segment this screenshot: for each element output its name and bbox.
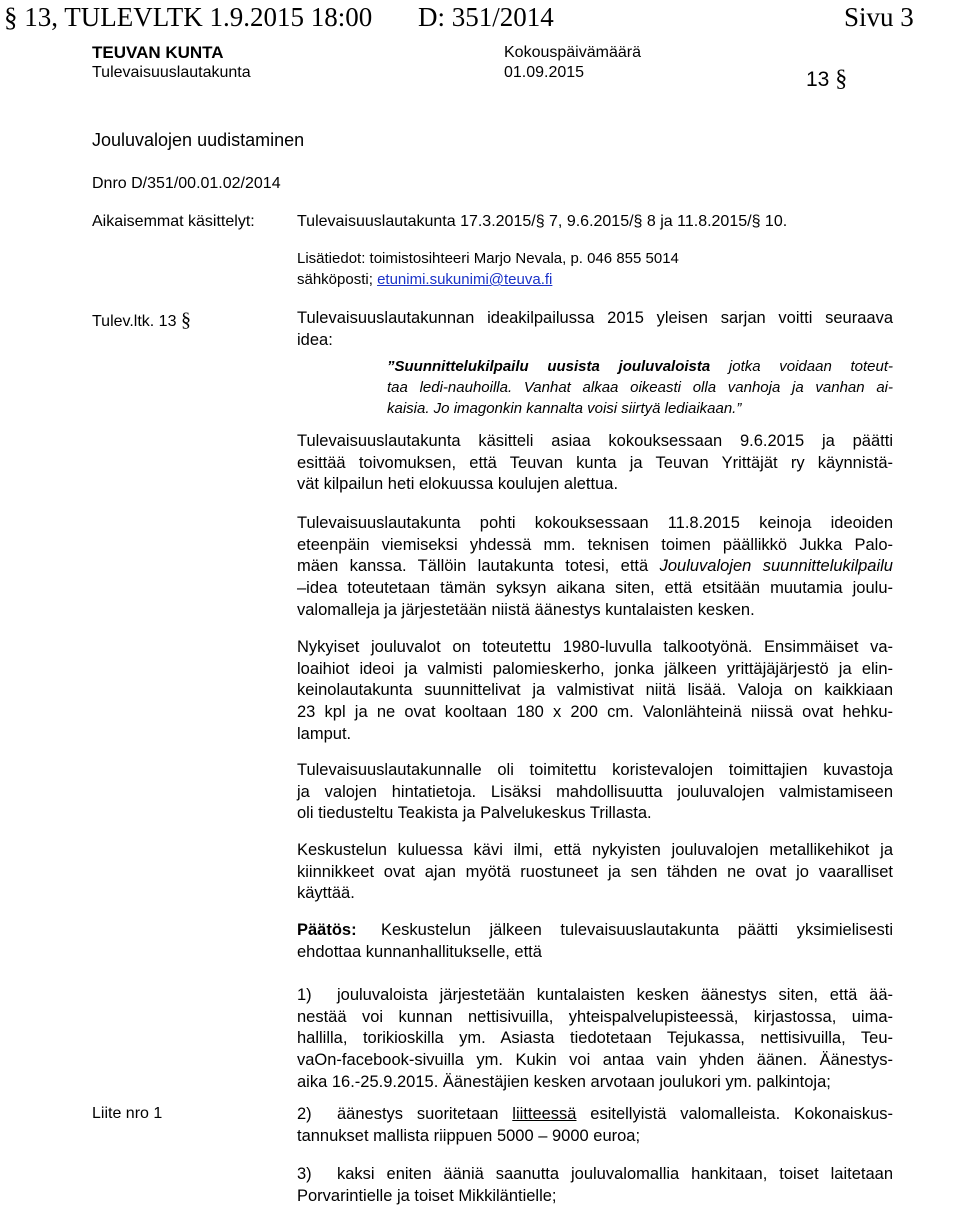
subject-title: Jouluvalojen uudistaminen [92, 130, 305, 150]
minutes-reference [92, 309, 191, 332]
text-line: loaihiot ideoi ja valmisti palomieskerho, jonka jälkeen yrittäjäjärjestö ja elin- [297, 659, 893, 678]
paragraph-2 [297, 513, 893, 622]
text-line [297, 1104, 893, 1126]
text-line: ja valojen hintatietoja. Lisäksi mahdollisuutta jouluvalojen valmistamiseen [297, 782, 893, 801]
text-segment: mäen kanssa. Tällöin lautakunta totesi, että [297, 557, 660, 576]
text-line: eteenpäin viemiseksi yhdessä mm. teknisen toimen päällikkö Jukka Palo- [297, 535, 893, 554]
winning-idea-quote [387, 356, 893, 419]
text-line [297, 1164, 893, 1186]
text-line: taa ledi-nauhoilla. Vanhat alkaa oikeasti olla vanhoja ja vanhan ai- [387, 379, 893, 396]
document-header-title [4, 2, 372, 33]
text-segment: jouluvaloista järjestetään kuntalaisten kesken äänestys siten, että ää- [337, 986, 893, 1004]
paragraph-1 [297, 431, 893, 496]
text-line: valomalleja ja järjestetään niistä äänestys kuntalaisten kesken. [297, 600, 755, 619]
decision-label: Päätös: [297, 921, 357, 939]
reference-label: Tulev.ltk. 13 [92, 313, 177, 330]
quote-open: ” [387, 358, 395, 375]
text-line [297, 920, 893, 942]
intro-paragraph [297, 308, 893, 351]
paragraph-3 [297, 637, 893, 746]
previous-handling-label: Aikaisemmat käsittelyt: [92, 213, 255, 230]
text-line: aika 16.-25.9.2015. Äänestäjien kesken arvotaan joulukori ym. palkintoja; [297, 1072, 831, 1091]
text-segment: äänestys suoritetaan [337, 1105, 513, 1123]
text-line [297, 556, 893, 578]
contact-email-line [297, 271, 552, 288]
text-line: Tulevaisuuslautakunnalle oli toimitettu koristevalojen toimittajien kuvastoja [297, 761, 893, 779]
italic-term: Jouluvalojen suunnittelukilpailu [659, 557, 893, 576]
organization-name: TEUVAN KUNTA [92, 43, 224, 62]
text-line: Keskustelun kuluessa kävi ilmi, että nykyisten jouluvalojen metallikehikot ja [297, 841, 893, 859]
decision-item-2 [297, 1104, 893, 1147]
text-line: nestää voi kunnan nettisivuilla, yhteispalvelupisteessä, kirjastossa, uima- [297, 1007, 893, 1026]
text-line: lamput. [297, 724, 352, 743]
paragraph-4 [297, 760, 893, 825]
text-line: tannukset mallista riippuen 5000 – 9000 euroa; [297, 1126, 641, 1145]
text-line: kaisia. Jo imagonkin kannalta voisi siirtyä lediaikaan.” [387, 400, 742, 417]
text-line: ehdottaa kunnanhallitukselle, että [297, 942, 542, 961]
text-line [387, 356, 893, 377]
decision-text: Keskustelun jälkeen tulevaisuuslautakunta päätti yksimielisesti [381, 921, 893, 939]
paragraph-5 [297, 840, 893, 905]
text-line: –idea toteutetaan tämän syksyn aikana siten, että etsitään muutamia joulu- [297, 579, 893, 598]
text-segment: esitellyistä valomalleista. Kokonaiskus- [576, 1105, 893, 1123]
page-number: Sivu 3 [844, 2, 914, 32]
previous-handling-value: Tulevaisuuslautakunta 17.3.2015/§ 7, 9.6.2015/§ 8 ja 11.8.2015/§ 10. [297, 213, 788, 230]
item-number [806, 66, 847, 93]
email-label: sähköposti; [297, 271, 373, 288]
item-number: 3) [297, 1165, 312, 1183]
text-line: hallilla, torikioskilla ym. Asiasta tiedotetaan Tejukassa, nettisivuilla, Teu- [297, 1029, 893, 1048]
section-mark: § [180, 309, 191, 331]
text-line: keinolautakunta suunnittelivat ja valmistivat niitä lisää. Valoja on kaikkiaan [297, 681, 893, 700]
item-number: 1) [297, 986, 312, 1004]
item-number-value: 13 [806, 68, 830, 91]
decision-item-3 [297, 1164, 893, 1207]
text-line: Nykyiset jouluvalot on toteutettu 1980-luvulla talkootyönä. Ensimmäiset va- [297, 638, 893, 656]
text-line: Tulevaisuuslautakunta käsitteli asiaa kokouksessaan 9.6.2015 ja päätti [297, 432, 893, 450]
text-line: kiinnikkeet ovat ajan myötä ruostuneet ja sen tähden ne ovat jo vaaralliset [297, 862, 893, 881]
quote-rest: jotka voidaan toteut- [710, 358, 893, 375]
document-reference: D: 351/2014 [418, 2, 554, 32]
meeting-date: 01.09.2015 [504, 64, 585, 81]
text-line [297, 985, 893, 1007]
item-number: 2) [297, 1105, 312, 1123]
text-line: vät kilpailun heti elokuussa koulujen alettua. [297, 475, 619, 494]
text-line: Tulevaisuuslautakunnan ideakilpailussa 2015 yleisen sarjan voitti seuraava [297, 309, 893, 327]
dnro: Dnro D/351/00.01.02/2014 [92, 175, 281, 192]
text-line: 23 kpl ja ne ovat kooltaan 180 x 200 cm. Valonlähteinä niissä ovat hehku- [297, 703, 893, 722]
text-line: idea: [297, 330, 333, 349]
text-line: käyttää. [297, 884, 355, 903]
date-label: Kokouspäivämäärä [504, 44, 641, 61]
quote-bold: Suunnittelukilpailu uusista jouluvaloista [394, 358, 711, 375]
text-line: esittää toivomuksen, että Teuvan kunta ja Teuvan Yrittäjät ry käynnistä- [297, 453, 893, 472]
text-line: Porvarintielle ja toiset Mikkiläntielle; [297, 1186, 557, 1205]
text-line: Tulevaisuuslautakunta pohti kokouksessaan 11.8.2015 keinoja ideoiden [297, 514, 893, 532]
section-mark: § [835, 66, 848, 92]
email-link[interactable]: etunimi.sukunimi@teuva.fi [377, 271, 553, 288]
decision-item-1 [297, 985, 893, 1094]
text-segment: kaksi eniten ääniä saanutta jouluvalomallia hankitaan, toiset laitetaan [337, 1165, 893, 1183]
section-mark: § [4, 2, 18, 32]
header-title: 13, TULEVLTK 1.9.2015 18:00 [24, 2, 373, 32]
contact-info: Lisätiedot: toimistosihteeri Marjo Nevala, p. 046 855 5014 [297, 250, 679, 267]
attachment-label: Liite nro 1 [92, 1105, 163, 1122]
committee-name: Tulevaisuuslautakunta [92, 64, 251, 81]
text-line: vaOn-facebook-sivuilla ym. Kukin voi antaa vain yhden äänen. Äänestys- [297, 1051, 893, 1070]
attachment-link[interactable]: liitteessä [512, 1105, 577, 1123]
decision-paragraph [297, 920, 893, 963]
text-line: oli tiedusteltu Teakista ja Palvelukeskus Trillasta. [297, 804, 652, 823]
